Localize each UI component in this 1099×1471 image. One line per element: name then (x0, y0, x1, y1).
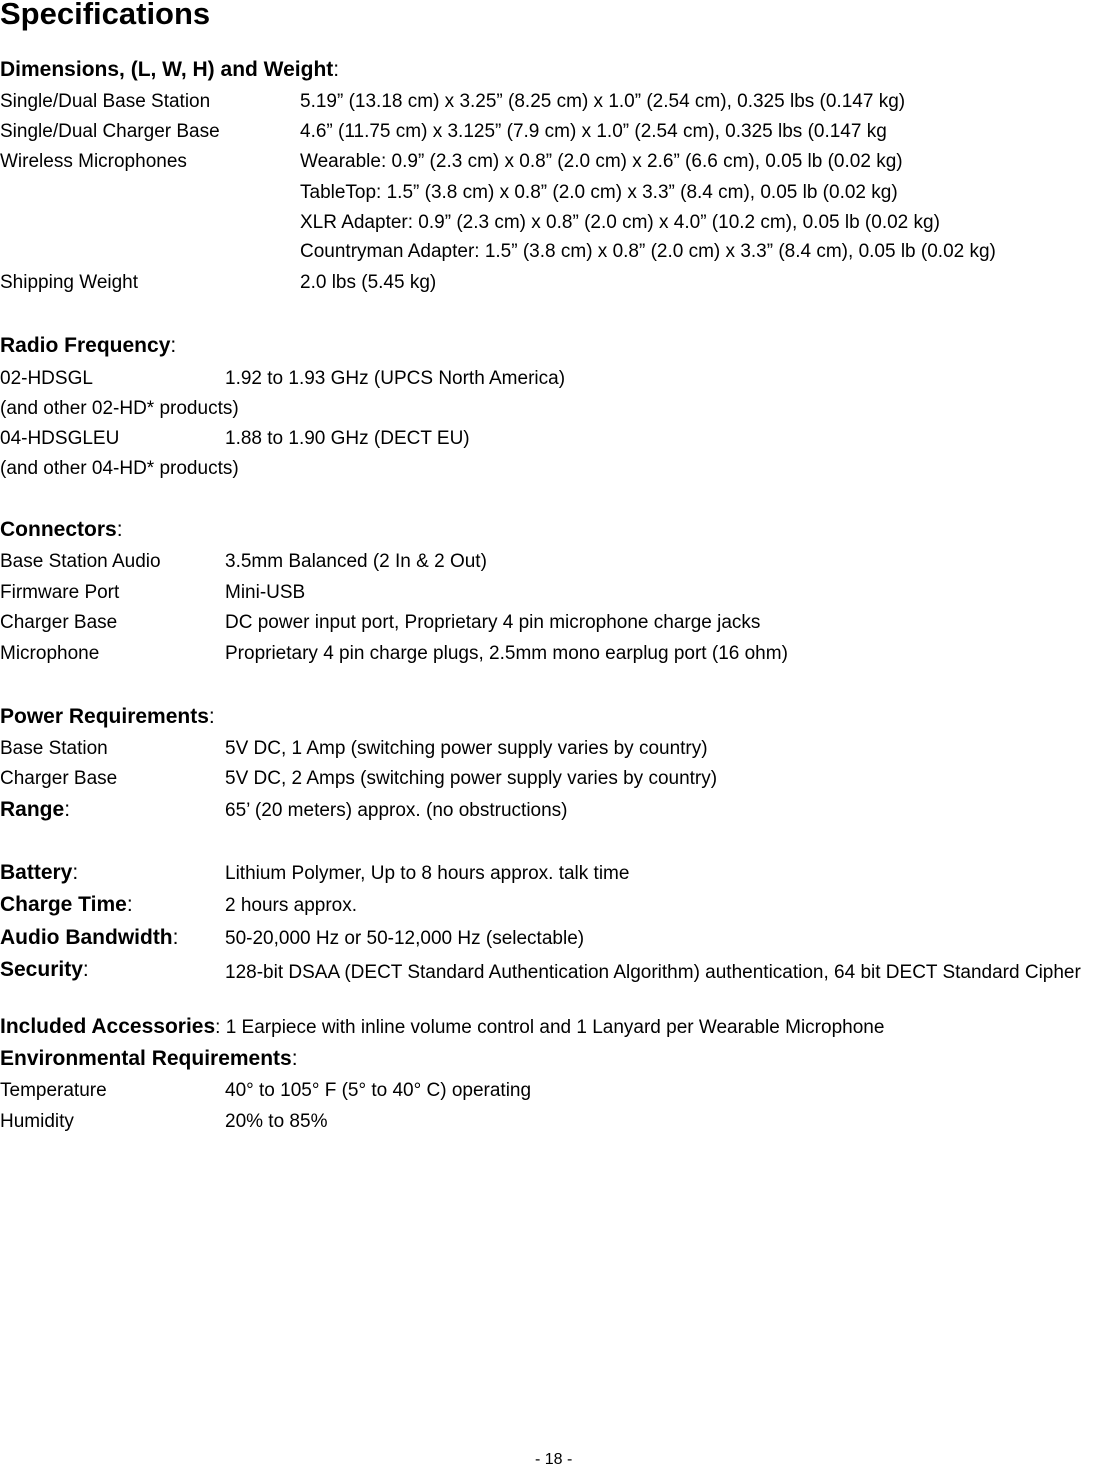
radio-heading: Radio Frequency: (0, 334, 177, 357)
page-title: Specifications (0, 0, 211, 31)
connectors-label: Firmware Port (0, 582, 120, 603)
dimensions-label: Single/Dual Base Station (0, 91, 211, 112)
range-heading: Range: (0, 798, 71, 821)
range-value: 65’ (20 meters) approx. (no obstructions) (225, 800, 568, 821)
power-value: 5V DC, 2 Amps (switching power supply varies by country) (225, 768, 718, 789)
dimensions-label: Wireless Microphones (0, 151, 187, 172)
connectors-label: Base Station Audio (0, 551, 161, 572)
dimensions-label: Single/Dual Charger Base (0, 121, 220, 142)
accessories-line (0, 1016, 884, 1039)
page-number: - 18 - (535, 1451, 573, 1468)
power-heading: Power Requirements: (0, 705, 215, 728)
connectors-heading: Connectors: (0, 518, 123, 541)
dimensions-value: Countryman Adapter: 1.5” (3.8 cm) x 0.8” (2.0 cm) x 3.3” (8.4 cm), 0.05 lb (0.02 kg) (300, 241, 996, 262)
accessories-heading: Included Accessories (0, 1015, 216, 1038)
environment-label: Temperature (0, 1080, 107, 1101)
dimensions-value: 4.6” (11.75 cm) x 3.125” (7.9 cm) x 1.0” (2.54 cm), 0.325 lbs (0.147 kg (300, 121, 887, 142)
connectors-label: Microphone (0, 643, 100, 664)
environment-heading: Environmental Requirements: (0, 1047, 298, 1070)
dimensions-value: Wearable: 0.9” (2.3 cm) x 0.8” (2.0 cm) x 2.6” (6.6 cm), 0.05 lb (0.02 kg) (300, 151, 903, 172)
power-label: Charger Base (0, 768, 118, 789)
connectors-label: Charger Base (0, 612, 118, 633)
dimensions-value: TableTop: 1.5” (3.8 cm) x 0.8” (2.0 cm) x 3.3” (8.4 cm), 0.05 lb (0.02 kg) (300, 182, 898, 203)
connectors-value: Proprietary 4 pin charge plugs, 2.5mm mono earplug port (16 ohm) (225, 643, 788, 664)
radio-label: 02-HDSGL (0, 368, 93, 389)
audio-bandwidth-heading: Audio Bandwidth: (0, 926, 179, 949)
environment-label: Humidity (0, 1111, 74, 1132)
radio-value: 1.88 to 1.90 GHz (DECT EU) (225, 428, 470, 449)
charge-time-value: 2 hours approx. (225, 895, 358, 916)
dimensions-value: 5.19” (13.18 cm) x 3.25” (8.25 cm) x 1.0” (2.54 cm), 0.325 lbs (0.147 kg) (300, 91, 906, 112)
radio-value: 1.92 to 1.93 GHz (UPCS North America) (225, 368, 566, 389)
dimensions-heading: Dimensions, (L, W, H) and Weight: (0, 58, 340, 81)
security-value: 128-bit DSAA (DECT Standard Authentication Algorithm) authentication, 64 bit DECT Standard Cipher (225, 962, 1081, 983)
power-value: 5V DC, 1 Amp (switching power supply varies by country) (225, 738, 708, 759)
battery-heading: Battery: (0, 861, 79, 884)
connectors-value: Mini-USB (225, 582, 306, 603)
dimensions-label: Shipping Weight (0, 272, 139, 293)
battery-value: Lithium Polymer, Up to 8 hours approx. talk time (225, 863, 630, 884)
connectors-value: DC power input port, Proprietary 4 pin microphone charge jacks (225, 612, 761, 633)
radio-label: 04-HDSGLEU (0, 428, 120, 449)
environment-value: 20% to 85% (225, 1111, 328, 1132)
connectors-value: 3.5mm Balanced (2 In & 2 Out) (225, 551, 487, 572)
power-label: Base Station (0, 738, 108, 759)
accessories-value: : 1 Earpiece with inline volume control and 1 Lanyard per Wearable Microphone (215, 1017, 885, 1038)
environment-value: 40° to 105° F (5° to 40° C) operating (225, 1080, 532, 1101)
radio-label: (and other 02-HD* products) (0, 398, 239, 419)
security-heading: Security: (0, 958, 89, 981)
radio-label: (and other 04-HD* products) (0, 458, 239, 479)
dimensions-value: XLR Adapter: 0.9” (2.3 cm) x 0.8” (2.0 cm) x 4.0” (10.2 cm), 0.05 lb (0.02 kg) (300, 212, 940, 233)
charge-time-heading: Charge Time: (0, 893, 133, 916)
audio-bandwidth-value: 50-20,000 Hz or 50-12,000 Hz (selectable) (225, 928, 585, 949)
dimensions-value: 2.0 lbs (5.45 kg) (300, 272, 437, 293)
